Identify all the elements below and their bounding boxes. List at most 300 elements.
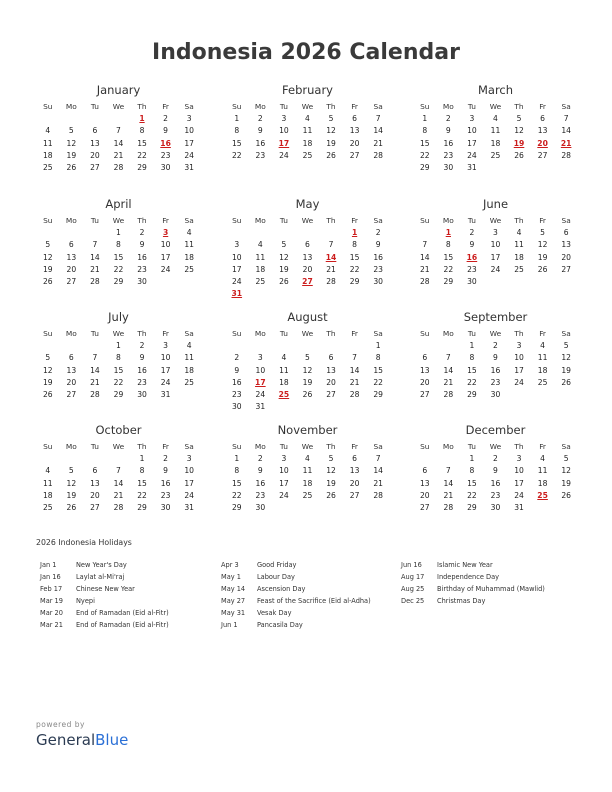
weekday-header: Tu — [90, 102, 99, 111]
day-cell: 29 — [419, 163, 430, 173]
holiday-name: Nyepi — [76, 597, 95, 605]
weekday-header: Th — [326, 102, 336, 111]
month-name: November — [277, 423, 338, 437]
day-cell: 5 — [45, 240, 51, 250]
empty-day-cell — [249, 340, 273, 352]
day-cell: 29 — [373, 390, 383, 400]
holiday-name: Pancasila Day — [257, 621, 303, 629]
day-cell: 31 — [255, 402, 266, 412]
day-cell: 4 — [45, 466, 51, 476]
day-cell: 25 — [302, 150, 313, 160]
day-cell: 18 — [42, 150, 53, 160]
day-cell: 30 — [467, 277, 477, 287]
day-cell: 22 — [467, 490, 477, 500]
day-cell: 23 — [490, 490, 501, 500]
day-cell: 27 — [349, 150, 360, 160]
weekday-header: We — [489, 102, 502, 111]
weekday-header: Fr — [162, 442, 169, 451]
holiday-name: Christmas Day — [437, 597, 486, 605]
empty-day-cell — [413, 227, 437, 239]
day-cell: 22 — [467, 377, 477, 387]
day-cell: 9 — [469, 240, 475, 250]
day-cell: 30 — [231, 402, 242, 412]
day-cell: 30 — [490, 503, 501, 513]
empty-day-cell — [36, 113, 60, 125]
day-cell: 27 — [90, 503, 100, 513]
day-cell: 4 — [305, 454, 310, 463]
empty-day-cell — [225, 340, 249, 352]
day-cell: 23 — [231, 390, 242, 400]
day-cell: 27 — [90, 163, 100, 173]
day-cell: 23 — [137, 264, 147, 274]
day-cell: 4 — [305, 114, 310, 123]
month-june — [413, 197, 578, 288]
day-cell: 13 — [349, 466, 360, 476]
weekday-header: We — [489, 216, 502, 225]
day-cell: 2 — [469, 228, 475, 237]
weekday-header: Mo — [65, 216, 77, 225]
day-cell: 1 — [116, 341, 121, 350]
month-days-grid — [413, 214, 578, 288]
day-cell: 13 — [66, 365, 77, 375]
day-cell: 26 — [326, 150, 336, 160]
day-cell: 23 — [255, 150, 266, 160]
day-cell: 20 — [349, 478, 360, 488]
day-cell: 16 — [255, 478, 266, 488]
day-cell: 25 — [490, 150, 501, 160]
day-cell: 16 — [373, 252, 383, 262]
weekday-header: Mo — [254, 102, 266, 111]
holiday-day-cell: 17 — [255, 377, 266, 387]
holiday-day-cell: 17 — [278, 138, 290, 148]
day-cell: 28 — [326, 277, 336, 287]
day-cell: 24 — [514, 377, 524, 387]
day-cell: 4 — [257, 240, 263, 250]
day-cell: 28 — [561, 150, 571, 160]
day-cell: 28 — [90, 390, 100, 400]
day-cell: 23 — [160, 150, 171, 160]
day-cell: 8 — [422, 126, 428, 136]
day-cell: 8 — [375, 353, 381, 363]
day-cell: 11 — [184, 353, 194, 363]
day-cell: 22 — [231, 150, 242, 160]
empty-day-cell — [36, 227, 60, 239]
holiday-day-cell: 1 — [139, 114, 145, 123]
day-cell: 24 — [184, 150, 194, 160]
empty-day-cell — [83, 113, 107, 125]
day-cell: 21 — [326, 264, 336, 274]
day-cell: 6 — [352, 454, 358, 463]
empty-day-cell — [272, 227, 296, 239]
day-cell: 12 — [537, 240, 548, 250]
day-cell: 23 — [160, 490, 171, 500]
weekday-header: Fr — [539, 329, 546, 338]
day-cell: 2 — [234, 353, 240, 363]
day-cell: 10 — [279, 466, 289, 476]
day-cell: 21 — [90, 377, 100, 387]
weekday-header: Th — [137, 442, 147, 451]
day-cell: 2 — [493, 454, 498, 463]
day-cell: 7 — [116, 466, 121, 476]
day-cell: 7 — [328, 240, 334, 250]
day-cell: 3 — [186, 454, 192, 463]
holiday-name: Chinese New Year — [76, 585, 135, 593]
weekday-header: We — [112, 216, 125, 225]
holiday-name: Birthday of Muhammad (Mawlid) — [437, 585, 545, 593]
holiday-day-cell: 25 — [278, 390, 290, 400]
day-cell: 31 — [184, 503, 194, 513]
day-cell: 24 — [160, 264, 171, 274]
day-cell: 13 — [537, 126, 548, 136]
day-cell: 12 — [66, 138, 77, 148]
day-cell: 6 — [540, 114, 546, 123]
day-cell: 5 — [45, 353, 51, 363]
weekday-header: Su — [420, 216, 430, 225]
day-cell: 16 — [490, 365, 501, 375]
day-cell: 26 — [66, 163, 77, 173]
day-cell: 11 — [42, 478, 53, 488]
empty-day-cell — [36, 453, 60, 465]
day-cell: 24 — [279, 150, 289, 160]
day-cell: 29 — [467, 390, 477, 400]
holiday-day-cell: 14 — [325, 252, 337, 262]
day-cell: 24 — [514, 490, 524, 500]
day-cell: 8 — [352, 240, 358, 250]
empty-day-cell — [319, 340, 343, 352]
day-cell: 12 — [66, 478, 77, 488]
day-cell: 11 — [490, 126, 501, 136]
holiday-day-cell: 16 — [160, 138, 171, 148]
holiday-day-cell: 16 — [466, 252, 478, 262]
day-cell: 11 — [537, 353, 548, 363]
month-name: May — [295, 197, 320, 211]
day-cell: 8 — [139, 466, 145, 476]
day-cell: 5 — [540, 228, 546, 237]
day-cell: 3 — [186, 114, 192, 123]
month-days-grid — [413, 100, 578, 174]
holiday-row — [221, 559, 371, 571]
month-february — [225, 83, 390, 162]
day-cell: 4 — [493, 114, 498, 123]
day-cell: 22 — [137, 490, 147, 500]
holiday-row — [221, 595, 371, 607]
month-name: April — [105, 197, 132, 211]
day-cell: 1 — [234, 454, 240, 463]
day-cell: 27 — [537, 150, 548, 160]
month-days-grid — [36, 100, 201, 174]
empty-day-cell — [249, 227, 273, 239]
day-cell: 10 — [160, 353, 171, 363]
holiday-name: New Year's Day — [76, 561, 127, 569]
day-cell: 18 — [184, 252, 194, 262]
day-cell: 4 — [540, 341, 546, 350]
month-name: January — [96, 83, 141, 97]
holiday-date: Mar 21 — [40, 621, 63, 629]
day-cell: 12 — [514, 126, 524, 136]
weekday-header: We — [489, 442, 502, 451]
day-cell: 29 — [231, 503, 242, 513]
month-march — [413, 83, 578, 174]
weekday-header: Mo — [442, 102, 454, 111]
weekday-header: Th — [137, 102, 147, 111]
holiday-name: End of Ramadan (Eid al-Fitr) — [76, 621, 169, 629]
holiday-date: May 27 — [221, 597, 246, 605]
holiday-name: Vesak Day — [257, 609, 292, 617]
day-cell: 19 — [42, 377, 53, 387]
holiday-name: Good Friday — [257, 561, 297, 569]
month-name: December — [465, 423, 526, 437]
weekday-header: Tu — [279, 216, 288, 225]
day-cell: 30 — [443, 163, 454, 173]
day-cell: 11 — [184, 240, 194, 250]
day-cell: 25 — [184, 264, 194, 274]
day-cell: 5 — [68, 466, 74, 476]
holiday-day-cell: 20 — [537, 138, 548, 148]
weekday-header: Sa — [373, 102, 383, 111]
holiday-row — [221, 571, 371, 583]
day-cell: 20 — [419, 490, 430, 500]
day-cell: 18 — [42, 490, 53, 500]
day-cell: 17 — [490, 252, 501, 262]
day-cell: 11 — [302, 466, 313, 476]
day-cell: 2 — [163, 114, 169, 123]
month-november — [225, 423, 390, 514]
weekday-header: Sa — [184, 102, 194, 111]
day-cell: 7 — [422, 240, 428, 250]
day-cell: 9 — [375, 240, 381, 250]
day-cell: 27 — [419, 390, 430, 400]
day-cell: 26 — [514, 150, 524, 160]
day-cell: 30 — [160, 163, 171, 173]
day-cell: 13 — [90, 478, 100, 488]
weekday-header: Sa — [184, 216, 194, 225]
month-july — [36, 310, 201, 401]
day-cell: 28 — [90, 277, 100, 287]
month-september — [413, 310, 578, 401]
day-cell: 11 — [255, 252, 266, 262]
day-cell: 29 — [467, 503, 477, 513]
day-cell: 2 — [257, 454, 263, 463]
weekday-header: We — [301, 442, 314, 451]
day-cell: 24 — [490, 264, 501, 274]
day-cell: 27 — [349, 490, 360, 500]
weekday-header: Fr — [162, 329, 169, 338]
month-december — [413, 423, 578, 514]
day-cell: 25 — [514, 264, 524, 274]
day-cell: 25 — [42, 163, 53, 173]
day-cell: 26 — [302, 390, 313, 400]
day-cell: 28 — [443, 503, 454, 513]
weekday-header: Tu — [279, 442, 288, 451]
weekday-header: Sa — [373, 216, 383, 225]
empty-day-cell — [107, 113, 131, 125]
day-cell: 18 — [255, 264, 266, 274]
day-cell: 30 — [160, 503, 171, 513]
day-cell: 11 — [302, 126, 313, 136]
day-cell: 20 — [326, 377, 336, 387]
empty-day-cell — [107, 453, 131, 465]
day-cell: 8 — [445, 240, 451, 250]
day-cell: 16 — [443, 138, 454, 148]
day-cell: 15 — [467, 365, 477, 375]
day-cell: 6 — [305, 240, 310, 250]
day-cell: 21 — [113, 490, 124, 500]
day-cell: 18 — [184, 365, 194, 375]
day-cell: 2 — [493, 341, 498, 350]
day-cell: 16 — [231, 377, 242, 387]
day-cell: 21 — [443, 490, 454, 500]
weekday-header: We — [301, 216, 314, 225]
weekday-header: Mo — [65, 442, 77, 451]
day-cell: 28 — [349, 390, 360, 400]
day-cell: 5 — [281, 240, 287, 250]
weekday-header: Fr — [351, 216, 358, 225]
holiday-day-cell: 31 — [231, 289, 243, 299]
empty-day-cell — [437, 453, 461, 465]
empty-day-cell — [83, 227, 107, 239]
day-cell: 15 — [231, 478, 242, 488]
holiday-date: Aug 25 — [401, 585, 425, 593]
month-days-grid — [36, 327, 201, 401]
day-cell: 6 — [422, 353, 428, 363]
holiday-name: Laylat al-Mi'raj — [76, 573, 125, 581]
weekday-header: Sa — [373, 329, 383, 338]
day-cell: 2 — [139, 228, 145, 237]
day-cell: 9 — [493, 353, 498, 363]
day-cell: 15 — [113, 252, 124, 262]
day-cell: 28 — [113, 163, 124, 173]
weekday-header: Tu — [90, 329, 99, 338]
empty-day-cell — [225, 227, 249, 239]
empty-day-cell — [60, 113, 84, 125]
day-cell: 17 — [184, 138, 194, 148]
weekday-header: Mo — [254, 329, 266, 338]
day-cell: 25 — [255, 277, 266, 287]
empty-day-cell — [296, 227, 320, 239]
month-days-grid — [413, 440, 578, 514]
day-cell: 15 — [231, 138, 242, 148]
weekday-header: We — [112, 102, 125, 111]
day-cell: 19 — [326, 478, 336, 488]
day-cell: 22 — [231, 490, 242, 500]
day-cell: 4 — [186, 228, 192, 237]
month-august — [225, 310, 390, 414]
day-cell: 14 — [113, 138, 124, 148]
day-cell: 11 — [279, 365, 289, 375]
weekday-header: Su — [420, 329, 430, 338]
day-cell: 4 — [540, 454, 546, 463]
day-cell: 28 — [373, 150, 383, 160]
day-cell: 20 — [302, 264, 313, 274]
day-cell: 21 — [113, 150, 124, 160]
day-cell: 27 — [419, 503, 430, 513]
day-cell: 14 — [90, 252, 100, 262]
weekday-header: Mo — [65, 102, 77, 111]
weekday-header: Tu — [279, 329, 288, 338]
day-cell: 27 — [561, 264, 571, 274]
day-cell: 18 — [302, 478, 313, 488]
day-cell: 29 — [113, 390, 124, 400]
weekday-header: Fr — [351, 329, 358, 338]
day-cell: 16 — [255, 138, 266, 148]
holiday-row — [40, 607, 169, 619]
day-cell: 25 — [184, 377, 194, 387]
day-cell: 27 — [66, 390, 77, 400]
day-cell: 19 — [279, 264, 289, 274]
day-cell: 7 — [352, 353, 358, 363]
day-cell: 8 — [234, 466, 240, 476]
weekday-header: We — [301, 329, 314, 338]
day-cell: 7 — [116, 126, 121, 136]
day-cell: 15 — [349, 252, 360, 262]
day-cell: 23 — [490, 377, 501, 387]
weekday-header: Tu — [467, 102, 476, 111]
day-cell: 17 — [514, 478, 524, 488]
day-cell: 10 — [231, 252, 242, 262]
holiday-date: Feb 17 — [40, 585, 63, 593]
weekday-header: Su — [232, 216, 242, 225]
day-cell: 27 — [326, 390, 336, 400]
holiday-row — [401, 595, 545, 607]
day-cell: 3 — [163, 341, 169, 350]
day-cell: 12 — [326, 466, 336, 476]
weekday-header: Fr — [351, 442, 358, 451]
holiday-row — [401, 571, 545, 583]
day-cell: 22 — [349, 264, 360, 274]
day-cell: 9 — [163, 466, 169, 476]
empty-day-cell — [60, 227, 84, 239]
day-cell: 23 — [467, 264, 477, 274]
month-days-grid — [413, 327, 578, 401]
day-cell: 7 — [375, 454, 381, 463]
day-cell: 16 — [160, 478, 171, 488]
empty-day-cell — [296, 340, 320, 352]
day-cell: 6 — [422, 466, 428, 476]
day-cell: 24 — [231, 277, 242, 287]
holiday-column — [401, 559, 545, 607]
day-cell: 29 — [113, 277, 124, 287]
day-cell: 10 — [279, 126, 289, 136]
weekday-header: Th — [326, 442, 336, 451]
day-cell: 19 — [326, 138, 336, 148]
holiday-name: Ascension Day — [257, 585, 306, 593]
weekday-header: Tu — [467, 442, 476, 451]
day-cell: 7 — [92, 353, 98, 363]
holiday-day-cell: 19 — [513, 138, 525, 148]
day-cell: 4 — [281, 353, 287, 363]
month-may — [225, 197, 390, 301]
day-cell: 2 — [139, 341, 145, 350]
day-cell: 1 — [139, 454, 145, 463]
weekday-header: We — [112, 329, 125, 338]
day-cell: 10 — [467, 126, 477, 136]
day-cell: 10 — [255, 365, 266, 375]
day-cell: 8 — [469, 466, 475, 476]
weekday-header: Th — [514, 329, 524, 338]
day-cell: 24 — [160, 377, 171, 387]
day-cell: 13 — [349, 126, 360, 136]
weekday-header: Fr — [162, 102, 169, 111]
day-cell: 5 — [563, 341, 569, 350]
weekday-header: Mo — [442, 442, 454, 451]
empty-day-cell — [319, 227, 343, 239]
brand-logo[interactable] — [36, 731, 128, 749]
holiday-row — [221, 583, 371, 595]
weekday-header: Th — [514, 442, 524, 451]
day-cell: 8 — [469, 353, 475, 363]
weekday-header: Su — [43, 102, 53, 111]
day-cell: 15 — [137, 478, 147, 488]
